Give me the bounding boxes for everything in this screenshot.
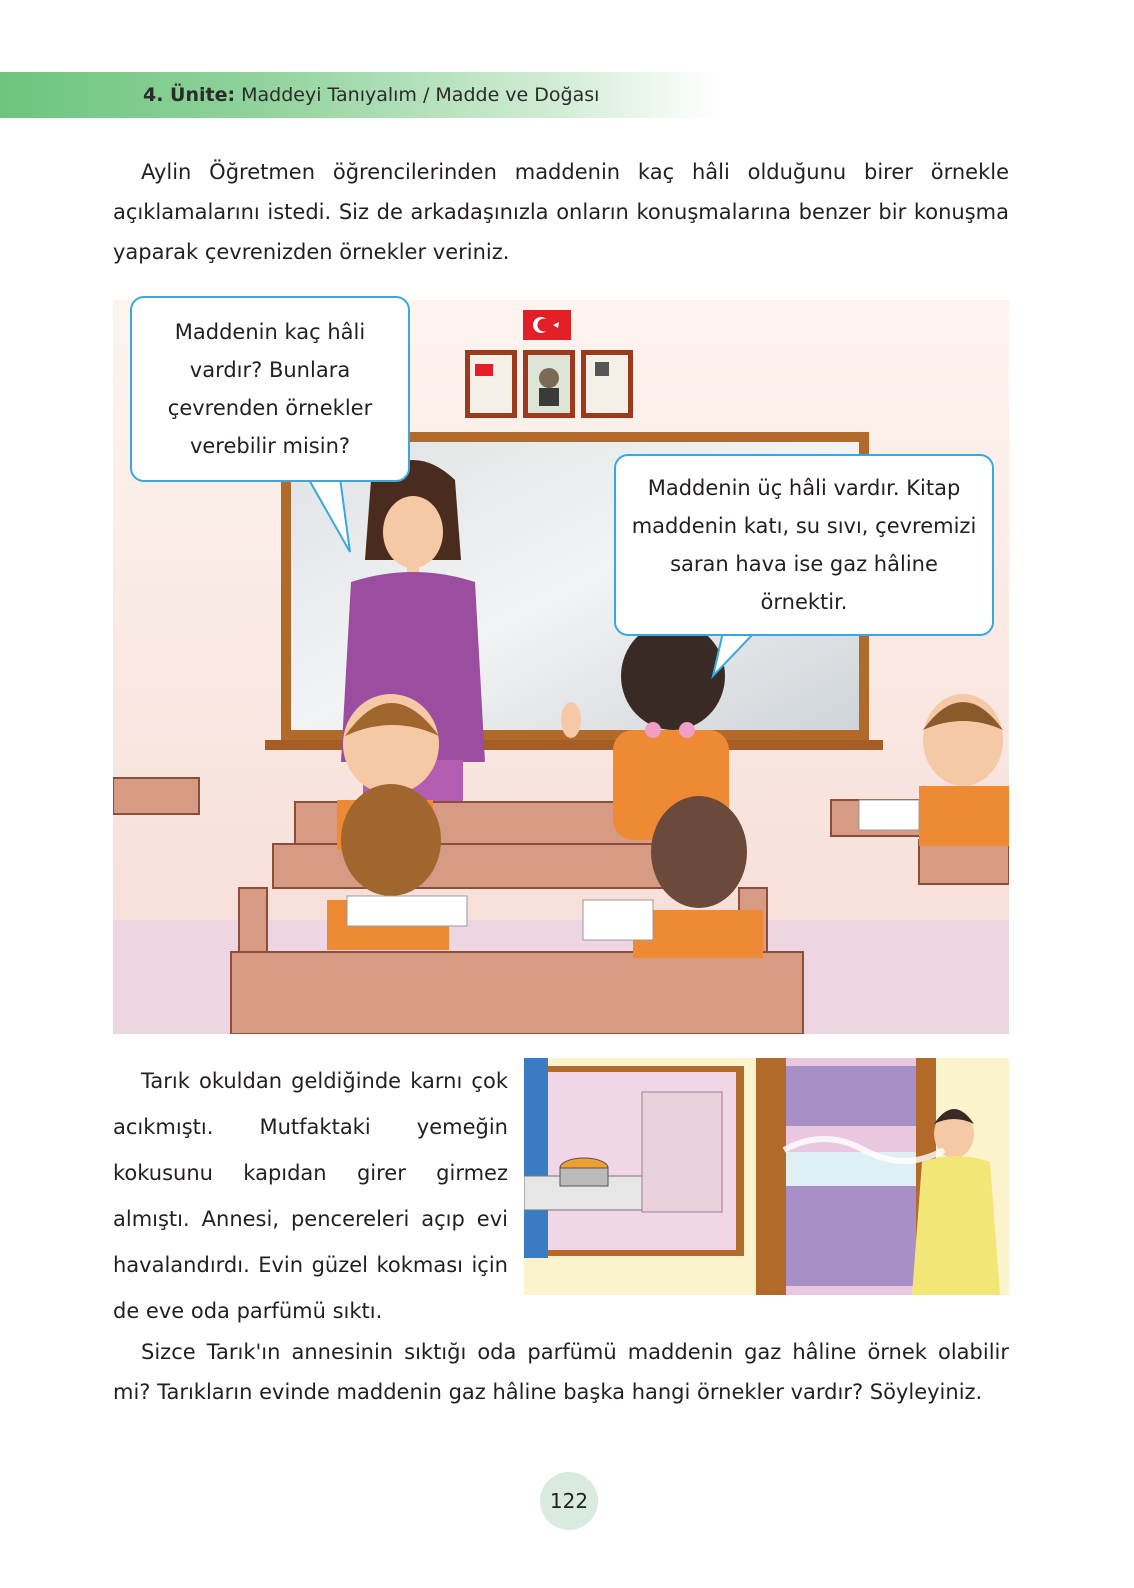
student-speech-bubble xyxy=(614,454,994,636)
question-paragraph-block xyxy=(113,1332,1009,1412)
intro-paragraph: Aylin Öğretmen öğrencilerinden maddenin kaç hâli olduğunu birer örnekle açıklamalarını istedi. Siz de arkadaşınızla onların konuşmalarına benzer bir konuşma yaparak çevrenizden örnekler veriniz. xyxy=(113,160,1009,264)
teacher-question: Maddenin kaç hâli vardır? Bunlara çevrenden örnekler verebilir misin? xyxy=(167,320,373,458)
unit-label: 4. Ünite: xyxy=(143,84,236,106)
wall-frames xyxy=(465,350,633,418)
student-bubble-tail xyxy=(705,630,765,680)
turkish-flag xyxy=(523,310,571,340)
intro-paragraph-block xyxy=(113,152,1009,272)
door-frame xyxy=(756,1058,786,1295)
student-answer: Maddenin üç hâli vardır. Kitap maddenin katı, su sıvı, çevremizi saran hava ise gaz hâline örnektir. xyxy=(631,476,977,614)
unit-header xyxy=(143,84,599,106)
question-paragraph: Sizce Tarık'ın annesinin sıktığı oda parfümü maddenin gaz hâline örnek olabilir mi? Tarıkların evinde maddenin gaz hâline başka hangi örnekler vardır? Söyleyiniz. xyxy=(113,1340,1009,1404)
story-paragraph: Tarık okuldan geldiğinde karnı çok acıkmıştı. Mutfaktaki yemeğin kokusunu kapıdan girer girmez almıştı. Annesi, pencereleri açıp evi havalandırdı. Evin güzel kokması için de eve oda parfümü sıktı. xyxy=(113,1069,508,1323)
curtain xyxy=(524,1058,548,1258)
teacher-speech-bubble xyxy=(130,296,410,482)
fridge xyxy=(642,1092,722,1212)
kitchen-illustration xyxy=(524,1058,1009,1295)
cabinets xyxy=(786,1066,916,1126)
unit-title: Maddeyi Tanıyalım / Madde ve Doğası xyxy=(241,84,600,106)
page-number: 122 xyxy=(540,1472,598,1530)
story-paragraph-block xyxy=(113,1058,508,1334)
teacher-bubble-tail xyxy=(300,476,360,556)
